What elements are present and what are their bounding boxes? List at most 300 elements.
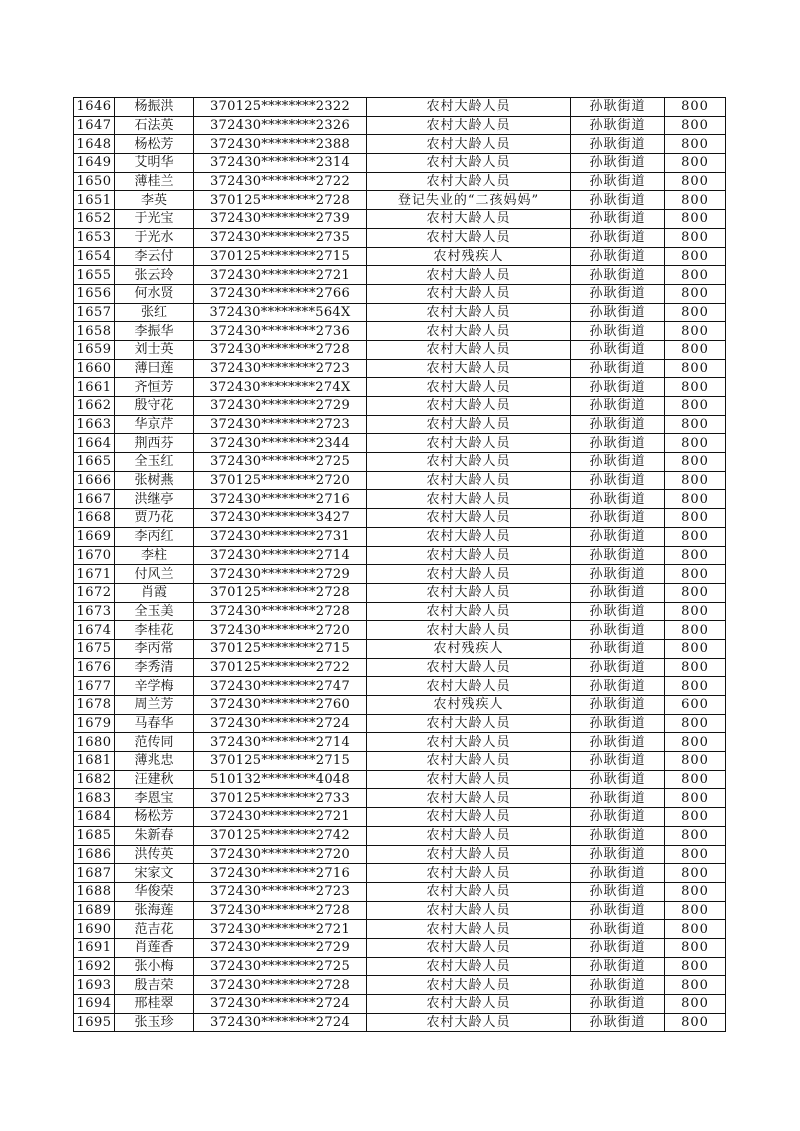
subsidy-roster-table [73, 97, 726, 1032]
person-name: 贾乃花 [115, 509, 194, 528]
person-category: 农村大龄人员 [367, 135, 571, 154]
street-office: 孙耿街道 [571, 920, 665, 939]
id-number: 372430********2728 [194, 976, 367, 995]
street-office: 孙耿街道 [571, 714, 665, 733]
row-number: 1677 [74, 677, 115, 696]
person-name: 李英 [115, 191, 194, 210]
subsidy-amount: 800 [665, 303, 726, 322]
person-category: 农村大龄人员 [367, 826, 571, 845]
street-office: 孙耿街道 [571, 733, 665, 752]
person-name: 石法英 [115, 116, 194, 135]
person-name: 肖莲香 [115, 938, 194, 957]
table-row [74, 210, 726, 229]
person-category: 农村大龄人员 [367, 677, 571, 696]
table-row [74, 546, 726, 565]
person-category: 农村大龄人员 [367, 995, 571, 1014]
person-name: 薄曰莲 [115, 359, 194, 378]
id-number: 372430********564X [194, 303, 367, 322]
person-category: 农村大龄人员 [367, 901, 571, 920]
id-number: 370125********2715 [194, 247, 367, 266]
id-number: 370125********2715 [194, 639, 367, 658]
row-number: 1652 [74, 210, 115, 229]
id-number: 372430********2723 [194, 882, 367, 901]
subsidy-amount: 800 [665, 995, 726, 1014]
table-row [74, 1013, 726, 1032]
person-category: 农村大龄人员 [367, 976, 571, 995]
person-name: 李云付 [115, 247, 194, 266]
subsidy-amount: 800 [665, 415, 726, 434]
row-number: 1665 [74, 453, 115, 472]
street-office: 孙耿街道 [571, 397, 665, 416]
row-number: 1666 [74, 471, 115, 490]
street-office: 孙耿街道 [571, 976, 665, 995]
table-row [74, 359, 726, 378]
person-name: 范传同 [115, 733, 194, 752]
table-row [74, 509, 726, 528]
person-category: 农村大龄人员 [367, 621, 571, 640]
street-office: 孙耿街道 [571, 210, 665, 229]
street-office: 孙耿街道 [571, 696, 665, 715]
street-office: 孙耿街道 [571, 677, 665, 696]
person-category: 农村大龄人员 [367, 583, 571, 602]
row-number: 1684 [74, 808, 115, 827]
table-row [74, 752, 726, 771]
id-number: 372430********3427 [194, 509, 367, 528]
table-row [74, 583, 726, 602]
subsidy-amount: 800 [665, 714, 726, 733]
person-name: 杨松芳 [115, 135, 194, 154]
person-category: 农村大龄人员 [367, 789, 571, 808]
row-number: 1655 [74, 266, 115, 285]
person-name: 薄桂兰 [115, 172, 194, 191]
row-number: 1681 [74, 752, 115, 771]
id-number: 372430********2388 [194, 135, 367, 154]
row-number: 1685 [74, 826, 115, 845]
person-name: 张云玲 [115, 266, 194, 285]
street-office: 孙耿街道 [571, 98, 665, 117]
person-category: 农村大龄人员 [367, 565, 571, 584]
table-row [74, 901, 726, 920]
person-category: 农村大龄人员 [367, 471, 571, 490]
table-row [74, 378, 726, 397]
id-number: 372430********2729 [194, 938, 367, 957]
id-number: 372430********2720 [194, 845, 367, 864]
person-category: 农村大龄人员 [367, 490, 571, 509]
subsidy-amount: 800 [665, 845, 726, 864]
person-category: 农村大龄人员 [367, 864, 571, 883]
subsidy-amount: 800 [665, 434, 726, 453]
person-category: 农村大龄人员 [367, 808, 571, 827]
row-number: 1691 [74, 938, 115, 957]
subsidy-amount: 600 [665, 696, 726, 715]
id-number: 372430********2739 [194, 210, 367, 229]
street-office: 孙耿街道 [571, 808, 665, 827]
id-number: 370125********2728 [194, 191, 367, 210]
id-number: 372430********2714 [194, 546, 367, 565]
person-name: 李恩宝 [115, 789, 194, 808]
table-row [74, 639, 726, 658]
street-office: 孙耿街道 [571, 509, 665, 528]
subsidy-amount: 800 [665, 621, 726, 640]
person-name: 刘士英 [115, 340, 194, 359]
street-office: 孙耿街道 [571, 116, 665, 135]
subsidy-amount: 800 [665, 938, 726, 957]
person-name: 李振华 [115, 322, 194, 341]
subsidy-amount: 800 [665, 172, 726, 191]
table-row [74, 284, 726, 303]
subsidy-amount: 800 [665, 135, 726, 154]
row-number: 1695 [74, 1013, 115, 1032]
person-category: 农村残疾人 [367, 247, 571, 266]
id-number: 372430********2716 [194, 864, 367, 883]
street-office: 孙耿街道 [571, 957, 665, 976]
id-number: 372430********2729 [194, 397, 367, 416]
person-name: 华俊荣 [115, 882, 194, 901]
id-number: 372430********2766 [194, 284, 367, 303]
street-office: 孙耿街道 [571, 938, 665, 957]
subsidy-amount: 800 [665, 378, 726, 397]
subsidy-amount: 800 [665, 359, 726, 378]
row-number: 1673 [74, 602, 115, 621]
street-office: 孙耿街道 [571, 602, 665, 621]
person-category: 农村大龄人员 [367, 509, 571, 528]
subsidy-amount: 800 [665, 98, 726, 117]
person-name: 付风兰 [115, 565, 194, 584]
subsidy-amount: 800 [665, 247, 726, 266]
person-category: 农村大龄人员 [367, 98, 571, 117]
table-row [74, 677, 726, 696]
person-name: 范吉花 [115, 920, 194, 939]
table-row [74, 172, 726, 191]
person-category: 农村大龄人员 [367, 210, 571, 229]
id-number: 372430********2724 [194, 714, 367, 733]
person-category: 农村大龄人员 [367, 266, 571, 285]
table-row [74, 434, 726, 453]
subsidy-amount: 800 [665, 228, 726, 247]
person-name: 荆西芬 [115, 434, 194, 453]
person-name: 李丙红 [115, 527, 194, 546]
person-name: 朱新春 [115, 826, 194, 845]
id-number: 370125********2715 [194, 752, 367, 771]
id-number: 372430********2747 [194, 677, 367, 696]
person-category: 农村大龄人员 [367, 154, 571, 173]
person-name: 李丙常 [115, 639, 194, 658]
subsidy-amount: 800 [665, 826, 726, 845]
table-row [74, 938, 726, 957]
street-office: 孙耿街道 [571, 471, 665, 490]
row-number: 1663 [74, 415, 115, 434]
id-number: 370125********2733 [194, 789, 367, 808]
person-category: 农村大龄人员 [367, 340, 571, 359]
person-name: 李柱 [115, 546, 194, 565]
subsidy-amount: 800 [665, 471, 726, 490]
subsidy-amount: 800 [665, 658, 726, 677]
subsidy-amount: 800 [665, 565, 726, 584]
row-number: 1657 [74, 303, 115, 322]
row-number: 1680 [74, 733, 115, 752]
subsidy-amount: 800 [665, 864, 726, 883]
table-row [74, 527, 726, 546]
person-name: 李秀清 [115, 658, 194, 677]
person-category: 农村大龄人员 [367, 658, 571, 677]
table-row [74, 976, 726, 995]
table-row [74, 340, 726, 359]
id-number: 372430********2736 [194, 322, 367, 341]
street-office: 孙耿街道 [571, 546, 665, 565]
row-number: 1670 [74, 546, 115, 565]
person-name: 周兰芳 [115, 696, 194, 715]
row-number: 1654 [74, 247, 115, 266]
street-office: 孙耿街道 [571, 565, 665, 584]
row-number: 1692 [74, 957, 115, 976]
person-category: 农村大龄人员 [367, 882, 571, 901]
person-category: 农村大龄人员 [367, 770, 571, 789]
person-category: 农村大龄人员 [367, 957, 571, 976]
row-number: 1648 [74, 135, 115, 154]
person-name: 张海莲 [115, 901, 194, 920]
id-number: 370125********2722 [194, 658, 367, 677]
street-office: 孙耿街道 [571, 434, 665, 453]
street-office: 孙耿街道 [571, 770, 665, 789]
table-row [74, 98, 726, 117]
id-number: 372430********2721 [194, 920, 367, 939]
row-number: 1653 [74, 228, 115, 247]
row-number: 1649 [74, 154, 115, 173]
row-number: 1651 [74, 191, 115, 210]
street-office: 孙耿街道 [571, 266, 665, 285]
person-name: 张树燕 [115, 471, 194, 490]
street-office: 孙耿街道 [571, 639, 665, 658]
id-number: 372430********2724 [194, 1013, 367, 1032]
subsidy-amount: 800 [665, 752, 726, 771]
row-number: 1671 [74, 565, 115, 584]
person-name: 宋家文 [115, 864, 194, 883]
row-number: 1667 [74, 490, 115, 509]
person-category: 农村大龄人员 [367, 228, 571, 247]
subsidy-amount: 800 [665, 1013, 726, 1032]
subsidy-amount: 800 [665, 677, 726, 696]
table-row [74, 228, 726, 247]
person-name: 何水贤 [115, 284, 194, 303]
table-row [74, 621, 726, 640]
person-name: 于光水 [115, 228, 194, 247]
street-office: 孙耿街道 [571, 340, 665, 359]
id-number: 372430********2723 [194, 415, 367, 434]
subsidy-amount: 800 [665, 210, 726, 229]
person-name: 殷吉荣 [115, 976, 194, 995]
id-number: 372430********2723 [194, 359, 367, 378]
table-row [74, 658, 726, 677]
street-office: 孙耿街道 [571, 490, 665, 509]
subsidy-amount: 800 [665, 957, 726, 976]
street-office: 孙耿街道 [571, 303, 665, 322]
table-row [74, 882, 726, 901]
person-category: 农村残疾人 [367, 696, 571, 715]
table-row [74, 733, 726, 752]
person-name: 艾明华 [115, 154, 194, 173]
subsidy-amount: 800 [665, 340, 726, 359]
id-number: 372430********2714 [194, 733, 367, 752]
subsidy-amount: 800 [665, 490, 726, 509]
street-office: 孙耿街道 [571, 789, 665, 808]
table-row [74, 266, 726, 285]
id-number: 372430********2724 [194, 995, 367, 1014]
table-row [74, 303, 726, 322]
person-category: 农村大龄人员 [367, 172, 571, 191]
id-number: 372430********2725 [194, 453, 367, 472]
street-office: 孙耿街道 [571, 453, 665, 472]
person-name: 全玉红 [115, 453, 194, 472]
row-number: 1646 [74, 98, 115, 117]
row-number: 1689 [74, 901, 115, 920]
street-office: 孙耿街道 [571, 826, 665, 845]
person-category: 农村残疾人 [367, 639, 571, 658]
id-number: 372430********2721 [194, 266, 367, 285]
table-row [74, 714, 726, 733]
person-name: 张玉珍 [115, 1013, 194, 1032]
person-category: 农村大龄人员 [367, 527, 571, 546]
id-number: 370125********2742 [194, 826, 367, 845]
person-category: 农村大龄人员 [367, 1013, 571, 1032]
person-category: 农村大龄人员 [367, 938, 571, 957]
subsidy-amount: 800 [665, 397, 726, 416]
table-row [74, 789, 726, 808]
street-office: 孙耿街道 [571, 154, 665, 173]
street-office: 孙耿街道 [571, 995, 665, 1014]
id-number: 372430********2721 [194, 808, 367, 827]
table-row [74, 602, 726, 621]
id-number: 372430********2760 [194, 696, 367, 715]
subsidy-amount: 800 [665, 116, 726, 135]
subsidy-amount: 800 [665, 882, 726, 901]
table-row [74, 490, 726, 509]
table-row [74, 116, 726, 135]
person-category: 农村大龄人员 [367, 116, 571, 135]
row-number: 1662 [74, 397, 115, 416]
id-number: 372430********274X [194, 378, 367, 397]
id-number: 372430********2729 [194, 565, 367, 584]
person-name: 汪建秋 [115, 770, 194, 789]
person-name: 马春华 [115, 714, 194, 733]
id-number: 372430********2716 [194, 490, 367, 509]
person-name: 洪继亭 [115, 490, 194, 509]
id-number: 372430********2728 [194, 340, 367, 359]
row-number: 1664 [74, 434, 115, 453]
table-row [74, 471, 726, 490]
street-office: 孙耿街道 [571, 247, 665, 266]
street-office: 孙耿街道 [571, 527, 665, 546]
row-number: 1669 [74, 527, 115, 546]
subsidy-amount: 800 [665, 509, 726, 528]
subsidy-amount: 800 [665, 527, 726, 546]
table-row [74, 845, 726, 864]
person-category: 农村大龄人员 [367, 546, 571, 565]
street-office: 孙耿街道 [571, 322, 665, 341]
row-number: 1690 [74, 920, 115, 939]
id-number: 510132********4048 [194, 770, 367, 789]
id-number: 370125********2728 [194, 583, 367, 602]
row-number: 1686 [74, 845, 115, 864]
row-number: 1668 [74, 509, 115, 528]
id-number: 372430********2735 [194, 228, 367, 247]
subsidy-amount: 800 [665, 808, 726, 827]
person-category: 农村大龄人员 [367, 920, 571, 939]
street-office: 孙耿街道 [571, 191, 665, 210]
id-number: 372430********2720 [194, 621, 367, 640]
person-category: 农村大龄人员 [367, 284, 571, 303]
person-category: 农村大龄人员 [367, 434, 571, 453]
person-category: 农村大龄人员 [367, 415, 571, 434]
row-number: 1682 [74, 770, 115, 789]
subsidy-amount: 800 [665, 154, 726, 173]
id-number: 370125********2322 [194, 98, 367, 117]
person-name: 肖霞 [115, 583, 194, 602]
person-name: 于光宝 [115, 210, 194, 229]
person-name: 杨松芳 [115, 808, 194, 827]
subsidy-amount: 800 [665, 901, 726, 920]
row-number: 1660 [74, 359, 115, 378]
person-name: 殷守花 [115, 397, 194, 416]
id-number: 372430********2728 [194, 602, 367, 621]
person-name: 薄兆忠 [115, 752, 194, 771]
street-office: 孙耿街道 [571, 284, 665, 303]
row-number: 1694 [74, 995, 115, 1014]
person-name: 辛学梅 [115, 677, 194, 696]
street-office: 孙耿街道 [571, 228, 665, 247]
subsidy-amount: 800 [665, 583, 726, 602]
street-office: 孙耿街道 [571, 864, 665, 883]
person-name: 华京芹 [115, 415, 194, 434]
street-office: 孙耿街道 [571, 845, 665, 864]
subsidy-amount: 800 [665, 191, 726, 210]
table-row [74, 696, 726, 715]
person-category: 农村大龄人员 [367, 453, 571, 472]
person-name: 齐恒芳 [115, 378, 194, 397]
table-row [74, 135, 726, 154]
subsidy-amount: 800 [665, 920, 726, 939]
row-number: 1679 [74, 714, 115, 733]
roster-body [74, 98, 726, 1032]
table-row [74, 995, 726, 1014]
table-row [74, 322, 726, 341]
row-number: 1647 [74, 116, 115, 135]
row-number: 1656 [74, 284, 115, 303]
street-office: 孙耿街道 [571, 583, 665, 602]
subsidy-amount: 800 [665, 453, 726, 472]
row-number: 1678 [74, 696, 115, 715]
subsidy-amount: 800 [665, 266, 726, 285]
table-row [74, 191, 726, 210]
subsidy-amount: 800 [665, 602, 726, 621]
table-row [74, 920, 726, 939]
row-number: 1676 [74, 658, 115, 677]
subsidy-amount: 800 [665, 546, 726, 565]
street-office: 孙耿街道 [571, 1013, 665, 1032]
street-office: 孙耿街道 [571, 378, 665, 397]
table-row [74, 826, 726, 845]
id-number: 372430********2731 [194, 527, 367, 546]
id-number: 372430********2722 [194, 172, 367, 191]
person-name: 张红 [115, 303, 194, 322]
person-category: 农村大龄人员 [367, 322, 571, 341]
table-row [74, 397, 726, 416]
subsidy-amount: 800 [665, 770, 726, 789]
table-row [74, 154, 726, 173]
table-row [74, 247, 726, 266]
table-row [74, 415, 726, 434]
street-office: 孙耿街道 [571, 172, 665, 191]
street-office: 孙耿街道 [571, 658, 665, 677]
